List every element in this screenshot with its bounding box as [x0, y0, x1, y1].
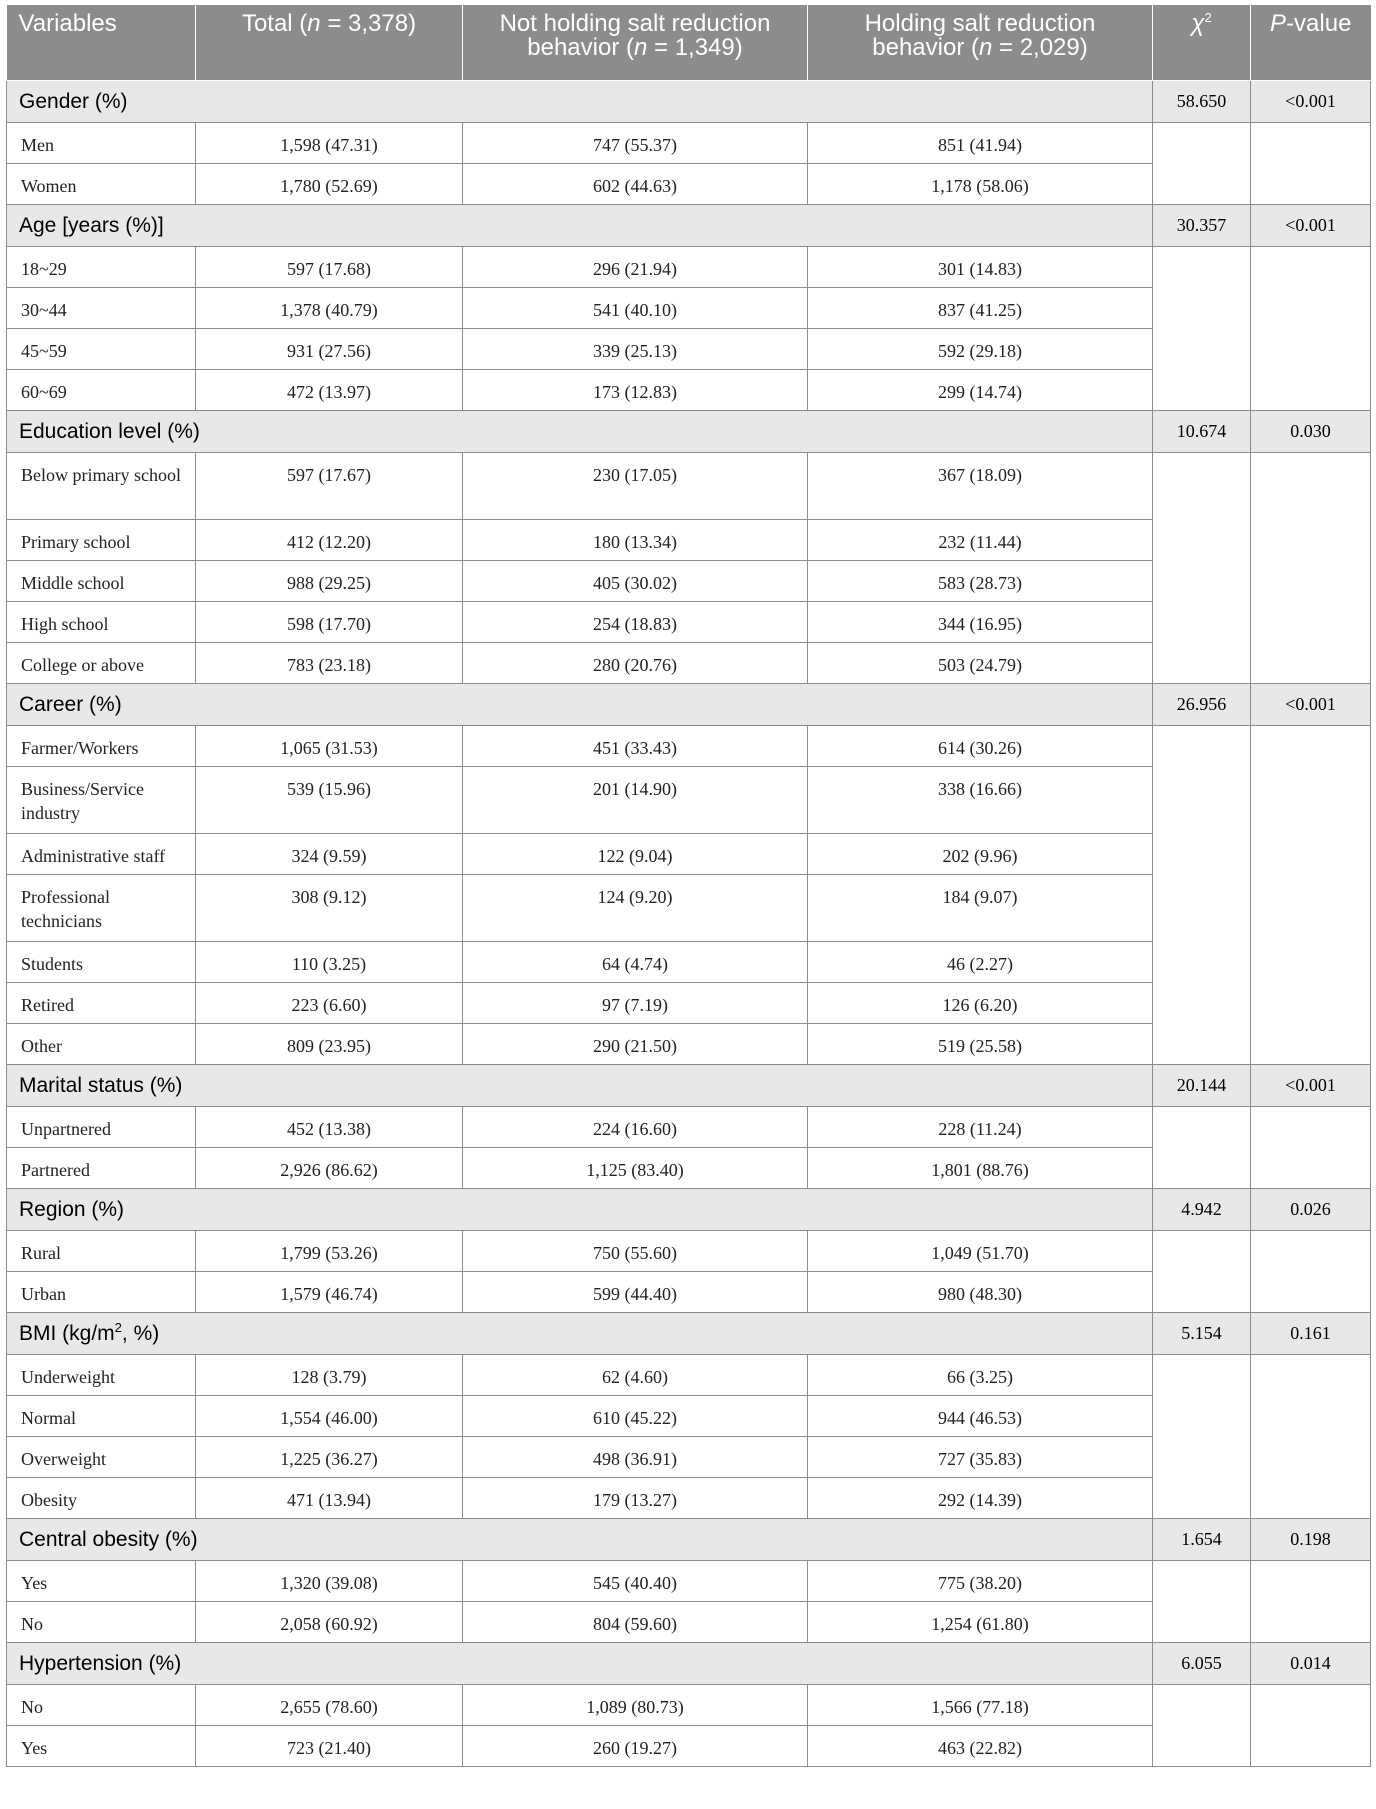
group-row: [7, 411, 1371, 453]
total-cell: 597 (17.67): [196, 453, 463, 520]
row-label: Urban: [7, 1272, 196, 1313]
not-holding-cell: 122 (9.04): [463, 834, 808, 875]
row-label: 30~44: [7, 288, 196, 329]
not-holding-cell: 224 (16.60): [463, 1107, 808, 1148]
not-holding-cell: 173 (12.83): [463, 370, 808, 411]
group-row: [7, 684, 1371, 726]
p-value: <0.001: [1251, 1065, 1371, 1107]
row-label: 18~29: [7, 247, 196, 288]
group-label: Gender (%): [7, 81, 1153, 123]
group-label: Central obesity (%): [7, 1519, 1153, 1561]
total-cell: 2,058 (60.92): [196, 1602, 463, 1643]
holding-cell: 503 (24.79): [808, 643, 1153, 684]
not-holding-cell: 804 (59.60): [463, 1602, 808, 1643]
holding-cell: 301 (14.83): [808, 247, 1153, 288]
group-label: Marital status (%): [7, 1065, 1153, 1107]
group-row: [7, 1519, 1371, 1561]
row-label: Students: [7, 942, 196, 983]
row-label: Normal: [7, 1396, 196, 1437]
total-cell: 1,065 (31.53): [196, 726, 463, 767]
p-value: 0.161: [1251, 1313, 1371, 1355]
total-cell: 452 (13.38): [196, 1107, 463, 1148]
table-row: [7, 1231, 1371, 1272]
holding-cell: 184 (9.07): [808, 875, 1153, 942]
holding-cell: 232 (11.44): [808, 520, 1153, 561]
total-cell: 598 (17.70): [196, 602, 463, 643]
chi-square-value: 6.055: [1153, 1643, 1251, 1685]
not-holding-cell: 201 (14.90): [463, 767, 808, 834]
group-label: Age [years (%)]: [7, 205, 1153, 247]
row-label: 45~59: [7, 329, 196, 370]
holding-cell: 463 (22.82): [808, 1726, 1153, 1767]
chi-square-empty: [1153, 1107, 1251, 1189]
chi-square-empty: [1153, 1685, 1251, 1767]
chi-square-value: 10.674: [1153, 411, 1251, 453]
table-row: [7, 247, 1371, 288]
header-variables: Variables: [7, 5, 196, 81]
group-label: Region (%): [7, 1189, 1153, 1231]
table-row: [7, 453, 1371, 520]
not-holding-cell: 405 (30.02): [463, 561, 808, 602]
row-label: Below primary school: [7, 453, 196, 520]
table-row: [7, 1685, 1371, 1726]
holding-cell: 202 (9.96): [808, 834, 1153, 875]
holding-cell: 126 (6.20): [808, 983, 1153, 1024]
p-value: <0.001: [1251, 684, 1371, 726]
group-label: Career (%): [7, 684, 1153, 726]
total-cell: 809 (23.95): [196, 1024, 463, 1065]
holding-cell: 775 (38.20): [808, 1561, 1153, 1602]
total-cell: 1,378 (40.79): [196, 288, 463, 329]
p-value-empty: [1251, 1561, 1371, 1643]
header-holding: Holding salt reduction behavior (n = 2,029): [808, 5, 1153, 81]
table-row: [7, 123, 1371, 164]
row-label: Farmer/Workers: [7, 726, 196, 767]
row-label: Partnered: [7, 1148, 196, 1189]
chi-square-empty: [1153, 453, 1251, 684]
row-label: Middle school: [7, 561, 196, 602]
group-row: [7, 1643, 1371, 1685]
p-value-empty: [1251, 1355, 1371, 1519]
row-label: Administrative staff: [7, 834, 196, 875]
group-label: Hypertension (%): [7, 1643, 1153, 1685]
not-holding-cell: 179 (13.27): [463, 1478, 808, 1519]
total-cell: 471 (13.94): [196, 1478, 463, 1519]
header-not-holding: Not holding salt reduction behavior (n = 1,349): [463, 5, 808, 81]
holding-cell: 66 (3.25): [808, 1355, 1153, 1396]
total-cell: 223 (6.60): [196, 983, 463, 1024]
total-cell: 1,554 (46.00): [196, 1396, 463, 1437]
not-holding-cell: 254 (18.83): [463, 602, 808, 643]
p-value: 0.198: [1251, 1519, 1371, 1561]
header-chi-square: $\chi^2$: [1153, 5, 1251, 81]
total-cell: 783 (23.18): [196, 643, 463, 684]
total-cell: 308 (9.12): [196, 875, 463, 942]
row-label: Primary school: [7, 520, 196, 561]
row-label: Yes: [7, 1561, 196, 1602]
p-value-empty: [1251, 726, 1371, 1065]
total-cell: 931 (27.56): [196, 329, 463, 370]
row-label: Yes: [7, 1726, 196, 1767]
row-label: Women: [7, 164, 196, 205]
table-header: [7, 5, 1371, 81]
group-row: [7, 81, 1371, 123]
not-holding-cell: 230 (17.05): [463, 453, 808, 520]
holding-cell: 837 (41.25): [808, 288, 1153, 329]
row-label: Men: [7, 123, 196, 164]
p-value-empty: [1251, 453, 1371, 684]
row-label: Obesity: [7, 1478, 196, 1519]
total-cell: 2,655 (78.60): [196, 1685, 463, 1726]
holding-cell: 367 (18.09): [808, 453, 1153, 520]
chi-square-empty: [1153, 123, 1251, 205]
total-cell: 723 (21.40): [196, 1726, 463, 1767]
p-value: <0.001: [1251, 81, 1371, 123]
total-cell: 110 (3.25): [196, 942, 463, 983]
total-cell: 128 (3.79): [196, 1355, 463, 1396]
total-cell: 1,799 (53.26): [196, 1231, 463, 1272]
p-value: 0.026: [1251, 1189, 1371, 1231]
row-label: No: [7, 1602, 196, 1643]
holding-cell: 944 (46.53): [808, 1396, 1153, 1437]
not-holding-cell: 1,089 (80.73): [463, 1685, 808, 1726]
holding-cell: 338 (16.66): [808, 767, 1153, 834]
row-label: Overweight: [7, 1437, 196, 1478]
row-label: College or above: [7, 643, 196, 684]
total-cell: 1,320 (39.08): [196, 1561, 463, 1602]
group-row: [7, 1189, 1371, 1231]
holding-cell: 1,801 (88.76): [808, 1148, 1153, 1189]
p-value-empty: [1251, 1685, 1371, 1767]
chi-square-value: 1.654: [1153, 1519, 1251, 1561]
chi-square-empty: [1153, 1355, 1251, 1519]
holding-cell: 344 (16.95): [808, 602, 1153, 643]
not-holding-cell: 97 (7.19): [463, 983, 808, 1024]
not-holding-cell: 339 (25.13): [463, 329, 808, 370]
row-label: 60~69: [7, 370, 196, 411]
p-value-empty: [1251, 1231, 1371, 1313]
holding-cell: 1,566 (77.18): [808, 1685, 1153, 1726]
header-p-value: P-value: [1251, 5, 1371, 81]
not-holding-cell: 498 (36.91): [463, 1437, 808, 1478]
row-label: Business/Service industry: [7, 767, 196, 834]
holding-cell: 292 (14.39): [808, 1478, 1153, 1519]
row-label: Retired: [7, 983, 196, 1024]
row-label: Underweight: [7, 1355, 196, 1396]
not-holding-cell: 180 (13.34): [463, 520, 808, 561]
p-value: 0.030: [1251, 411, 1371, 453]
total-cell: 988 (29.25): [196, 561, 463, 602]
total-cell: 1,225 (36.27): [196, 1437, 463, 1478]
chi-square-value: 20.144: [1153, 1065, 1251, 1107]
total-cell: 472 (13.97): [196, 370, 463, 411]
p-value: <0.001: [1251, 205, 1371, 247]
row-label: Other: [7, 1024, 196, 1065]
not-holding-cell: 750 (55.60): [463, 1231, 808, 1272]
holding-cell: 851 (41.94): [808, 123, 1153, 164]
holding-cell: 614 (30.26): [808, 726, 1153, 767]
not-holding-cell: 64 (4.74): [463, 942, 808, 983]
table-body: [7, 81, 1371, 1767]
group-row: [7, 1313, 1371, 1355]
not-holding-cell: 599 (44.40): [463, 1272, 808, 1313]
total-cell: 1,579 (46.74): [196, 1272, 463, 1313]
holding-cell: 980 (48.30): [808, 1272, 1153, 1313]
holding-cell: 519 (25.58): [808, 1024, 1153, 1065]
holding-cell: 1,178 (58.06): [808, 164, 1153, 205]
not-holding-cell: 290 (21.50): [463, 1024, 808, 1065]
holding-cell: 228 (11.24): [808, 1107, 1153, 1148]
total-cell: 2,926 (86.62): [196, 1148, 463, 1189]
p-value-empty: [1251, 123, 1371, 205]
not-holding-cell: 545 (40.40): [463, 1561, 808, 1602]
total-cell: 324 (9.59): [196, 834, 463, 875]
total-cell: 539 (15.96): [196, 767, 463, 834]
group-label: BMI ($kg/m^2$, %): [7, 1313, 1153, 1355]
table-row: [7, 1107, 1371, 1148]
chi-square-value: 4.942: [1153, 1189, 1251, 1231]
chi-square-empty: [1153, 726, 1251, 1065]
not-holding-cell: 541 (40.10): [463, 288, 808, 329]
total-cell: 1,598 (47.31): [196, 123, 463, 164]
chi-square-value: 5.154: [1153, 1313, 1251, 1355]
not-holding-cell: 296 (21.94): [463, 247, 808, 288]
chi-square-value: 30.357: [1153, 205, 1251, 247]
row-label: High school: [7, 602, 196, 643]
chi-square-empty: [1153, 247, 1251, 411]
not-holding-cell: 602 (44.63): [463, 164, 808, 205]
chi-square-value: 58.650: [1153, 81, 1251, 123]
group-row: [7, 1065, 1371, 1107]
not-holding-cell: 124 (9.20): [463, 875, 808, 942]
not-holding-cell: 280 (20.76): [463, 643, 808, 684]
p-value: 0.014: [1251, 1643, 1371, 1685]
header-total: Total (n = 3,378): [196, 5, 463, 81]
row-label: Professional technicians: [7, 875, 196, 942]
row-label: Rural: [7, 1231, 196, 1272]
total-cell: 412 (12.20): [196, 520, 463, 561]
row-label: Unpartnered: [7, 1107, 196, 1148]
table-row: [7, 726, 1371, 767]
total-cell: 1,780 (52.69): [196, 164, 463, 205]
chi-square-empty: [1153, 1231, 1251, 1313]
holding-cell: 1,254 (61.80): [808, 1602, 1153, 1643]
holding-cell: 583 (28.73): [808, 561, 1153, 602]
table-row: [7, 1355, 1371, 1396]
holding-cell: 46 (2.27): [808, 942, 1153, 983]
row-label: No: [7, 1685, 196, 1726]
holding-cell: 592 (29.18): [808, 329, 1153, 370]
chi-square-value: 26.956: [1153, 684, 1251, 726]
holding-cell: 1,049 (51.70): [808, 1231, 1153, 1272]
not-holding-cell: 62 (4.60): [463, 1355, 808, 1396]
not-holding-cell: 1,125 (83.40): [463, 1148, 808, 1189]
p-value-empty: [1251, 1107, 1371, 1189]
not-holding-cell: 747 (55.37): [463, 123, 808, 164]
table-row: [7, 1561, 1371, 1602]
holding-cell: 299 (14.74): [808, 370, 1153, 411]
group-label: Education level (%): [7, 411, 1153, 453]
group-row: [7, 205, 1371, 247]
not-holding-cell: 260 (19.27): [463, 1726, 808, 1767]
p-value-empty: [1251, 247, 1371, 411]
total-cell: 597 (17.68): [196, 247, 463, 288]
holding-cell: 727 (35.83): [808, 1437, 1153, 1478]
data-table: [6, 5, 1371, 1767]
not-holding-cell: 451 (33.43): [463, 726, 808, 767]
chi-square-empty: [1153, 1561, 1251, 1643]
not-holding-cell: 610 (45.22): [463, 1396, 808, 1437]
